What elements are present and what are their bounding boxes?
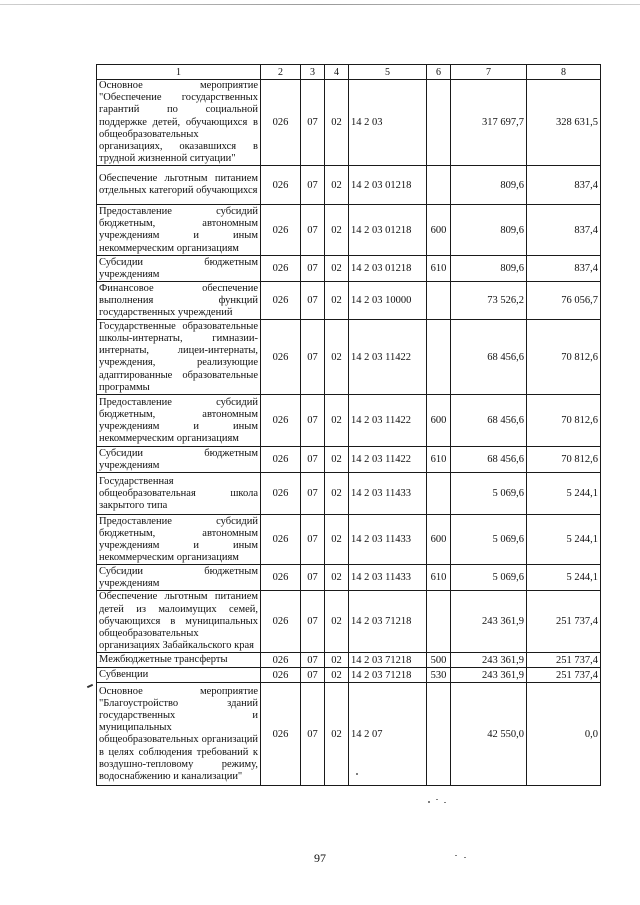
scan-speck [436,799,438,800]
row-expense-type: 600 [427,205,451,256]
row-amount-year2: 837,4 [527,256,601,282]
header-col-4: 4 [325,65,349,80]
row-ministry-code: 026 [261,653,301,668]
table-row [97,282,601,320]
row-subsection-code: 02 [325,683,349,786]
budget-table [96,64,601,786]
row-amount-year1: 68 456,6 [451,395,527,447]
row-target-article: 14 2 03 71218 [349,591,427,653]
row-name: Государственная общеобразовательная школа закрытого типа [97,473,261,515]
row-target-article: 14 2 03 11422 [349,395,427,447]
row-ministry-code: 026 [261,668,301,683]
row-section-code: 07 [301,473,325,515]
row-subsection-code: 02 [325,473,349,515]
row-expense-type: 610 [427,565,451,591]
row-amount-year2: 70 812,6 [527,395,601,447]
row-subsection-code: 02 [325,515,349,565]
row-target-article: 14 2 03 71218 [349,668,427,683]
row-expense-type: 600 [427,515,451,565]
row-section-code: 07 [301,395,325,447]
row-ministry-code: 026 [261,473,301,515]
row-amount-year1: 317 697,7 [451,80,527,166]
row-section-code: 07 [301,166,325,205]
row-section-code: 07 [301,653,325,668]
row-subsection-code: 02 [325,256,349,282]
row-target-article: 14 2 03 01218 [349,256,427,282]
table-row [97,166,601,205]
row-expense-type [427,80,451,166]
row-amount-year2: 251 737,4 [527,653,601,668]
row-ministry-code: 026 [261,447,301,473]
row-section-code: 07 [301,683,325,786]
row-amount-year2: 5 244,1 [527,473,601,515]
row-amount-year1: 5 069,6 [451,473,527,515]
table-row [97,683,601,786]
row-amount-year2: 0,0 [527,683,601,786]
row-name: Финансовое обеспечение выполнения функций государственных учреждений [97,282,261,320]
row-ministry-code: 026 [261,395,301,447]
scan-speck [444,802,446,803]
row-section-code: 07 [301,80,325,166]
row-subsection-code: 02 [325,320,349,395]
table-row [97,205,601,256]
table-row [97,565,601,591]
row-subsection-code: 02 [325,668,349,683]
table-header-row [97,65,601,80]
row-section-code: 07 [301,515,325,565]
header-col-5: 5 [349,65,427,80]
row-name: Субсидии бюджетным учреждениям [97,565,261,591]
row-section-code: 07 [301,282,325,320]
row-name: Предоставление субсидий бюджетным, автономным учреждениям и иным некоммерческим организациям [97,395,261,447]
row-amount-year1: 5 069,6 [451,565,527,591]
row-amount-year1: 68 456,6 [451,447,527,473]
table-row [97,591,601,653]
row-target-article: 14 2 03 10000 [349,282,427,320]
row-target-article: 14 2 03 11422 [349,447,427,473]
row-target-article: 14 2 07 [349,683,427,786]
row-subsection-code: 02 [325,447,349,473]
row-name: Предоставление субсидий бюджетным, автономным учреждениям и иным некоммерческим организациям [97,515,261,565]
table-row [97,447,601,473]
row-name: Государственные образовательные школы-интернаты, гимназии-интернаты, лицеи-интернаты, учреждения, реализующие адаптированные образовательные программы [97,320,261,395]
row-ministry-code: 026 [261,256,301,282]
row-expense-type: 500 [427,653,451,668]
row-expense-type: 610 [427,447,451,473]
row-expense-type: 530 [427,668,451,683]
row-expense-type [427,166,451,205]
page-top-edge [0,4,640,5]
row-ministry-code: 026 [261,683,301,786]
row-subsection-code: 02 [325,282,349,320]
row-ministry-code: 026 [261,591,301,653]
row-expense-type [427,591,451,653]
row-expense-type [427,320,451,395]
row-amount-year1: 5 069,6 [451,515,527,565]
row-ministry-code: 026 [261,166,301,205]
row-target-article: 14 2 03 01218 [349,205,427,256]
header-col-3: 3 [301,65,325,80]
row-section-code: 07 [301,668,325,683]
row-subsection-code: 02 [325,565,349,591]
row-subsection-code: 02 [325,80,349,166]
row-amount-year2: 251 737,4 [527,591,601,653]
row-amount-year1: 809,6 [451,166,527,205]
row-ministry-code: 026 [261,80,301,166]
row-amount-year1: 809,6 [451,205,527,256]
row-name: Субсидии бюджетным учреждениям [97,447,261,473]
row-amount-year2: 70 812,6 [527,320,601,395]
row-name: Субвенции [97,668,261,683]
table-row [97,80,601,166]
row-expense-type [427,282,451,320]
row-subsection-code: 02 [325,166,349,205]
row-section-code: 07 [301,565,325,591]
row-amount-year2: 70 812,6 [527,447,601,473]
row-name: Основное мероприятие "Благоустройство зданий государственных и муниципальных общеобразовательных организаций в целях соблюдения требований к воздушно-тепловому режиму, водоснабжению и канализации" [97,683,261,786]
row-subsection-code: 02 [325,205,349,256]
row-amount-year1: 73 526,2 [451,282,527,320]
page-number: 97 [314,851,326,865]
row-ministry-code: 026 [261,515,301,565]
row-subsection-code: 02 [325,653,349,668]
row-target-article: 14 2 03 11433 [349,515,427,565]
table-row [97,668,601,683]
row-section-code: 07 [301,447,325,473]
row-amount-year1: 68 456,6 [451,320,527,395]
row-amount-year2: 251 737,4 [527,668,601,683]
header-col-7: 7 [451,65,527,80]
header-col-1: 1 [97,65,261,80]
row-target-article: 14 2 03 01218 [349,166,427,205]
row-name: Субсидии бюджетным учреждениям [97,256,261,282]
table-row [97,515,601,565]
row-section-code: 07 [301,205,325,256]
row-expense-type: 600 [427,395,451,447]
row-amount-year2: 5 244,1 [527,565,601,591]
row-name: Обеспечение льготным питанием отдельных категорий обучающихся [97,166,261,205]
row-subsection-code: 02 [325,395,349,447]
margin-pen-mark [87,684,93,688]
header-col-2: 2 [261,65,301,80]
row-amount-year1: 243 361,9 [451,591,527,653]
row-subsection-code: 02 [325,591,349,653]
row-section-code: 07 [301,256,325,282]
row-name: Межбюджетные трансферты [97,653,261,668]
table-row [97,256,601,282]
table-row [97,320,601,395]
table-row [97,653,601,668]
row-amount-year2: 837,4 [527,205,601,256]
row-ministry-code: 026 [261,205,301,256]
row-target-article: 14 2 03 71218 [349,653,427,668]
row-ministry-code: 026 [261,320,301,395]
row-amount-year1: 809,6 [451,256,527,282]
row-ministry-code: 026 [261,282,301,320]
row-amount-year2: 5 244,1 [527,515,601,565]
row-target-article: 14 2 03 11433 [349,565,427,591]
row-target-article: 14 2 03 11422 [349,320,427,395]
row-amount-year1: 243 361,9 [451,653,527,668]
row-section-code: 07 [301,591,325,653]
row-target-article: 14 2 03 [349,80,427,166]
row-amount-year2: 76 056,7 [527,282,601,320]
row-amount-year1: 42 550,0 [451,683,527,786]
row-expense-type: 610 [427,256,451,282]
row-amount-year2: 837,4 [527,166,601,205]
scan-speck [356,773,358,775]
table-row [97,395,601,447]
row-name: Основное мероприятие "Обеспечение государственных гарантий по социальной поддержке детей, обучающихся в общеобразовательных организациях, оказавшихся в трудной жизненной ситуации" [97,80,261,166]
row-amount-year1: 243 361,9 [451,668,527,683]
row-target-article: 14 2 03 11433 [349,473,427,515]
header-col-6: 6 [427,65,451,80]
scan-speck [428,801,430,803]
row-expense-type [427,683,451,786]
row-ministry-code: 026 [261,565,301,591]
table-row [97,473,601,515]
row-section-code: 07 [301,320,325,395]
row-name: Предоставление субсидий бюджетным, автономным учреждениям и иным некоммерческим организациям [97,205,261,256]
row-amount-year2: 328 631,5 [527,80,601,166]
header-col-8: 8 [527,65,601,80]
row-name: Обеспечение льготным питанием детей из малоимущих семей, обучающихся в муниципальных общеобразовательных организациях Забайкальского края [97,591,261,653]
row-expense-type [427,473,451,515]
